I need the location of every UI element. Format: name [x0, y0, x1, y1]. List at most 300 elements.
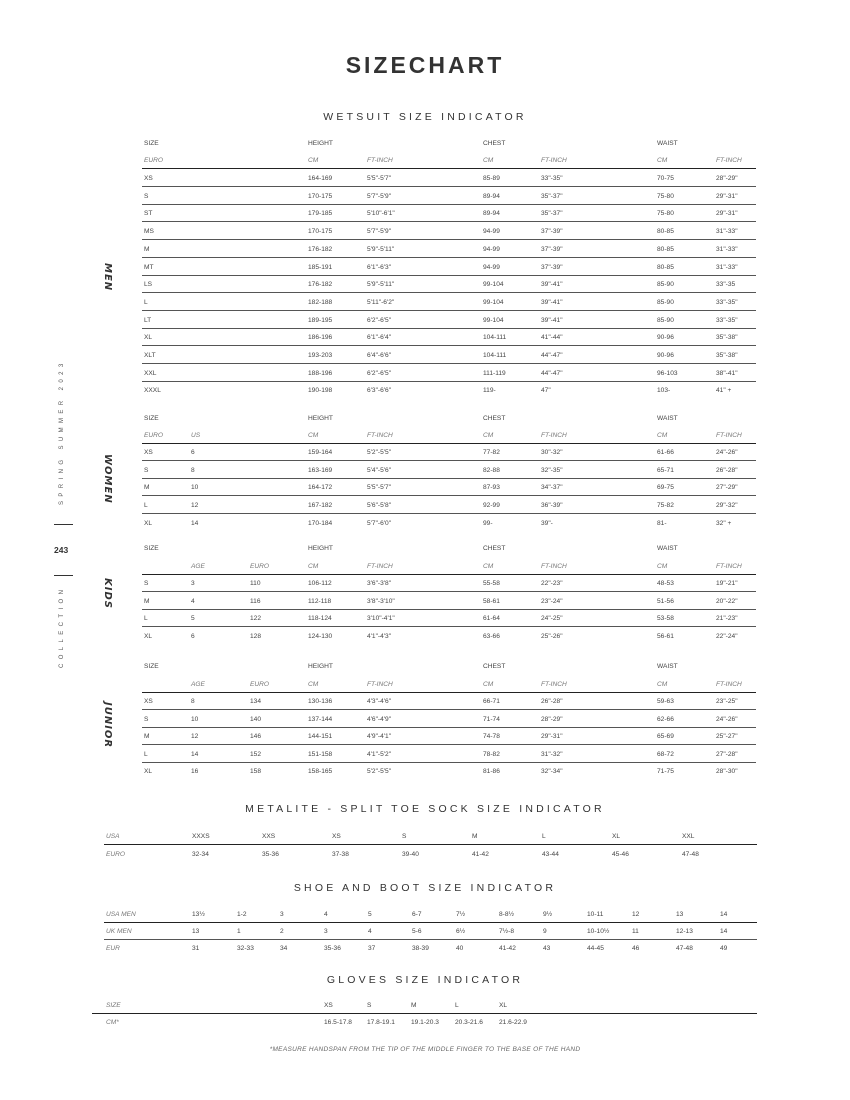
table-cell: XS — [144, 698, 153, 705]
table-cell: 6½ — [456, 928, 466, 935]
table-cell: 80-85 — [657, 263, 674, 271]
table-cell: 8-8½ — [499, 911, 515, 918]
table-cell: 77-82 — [483, 449, 500, 456]
table-cell: 19.1-20.3 — [411, 1019, 439, 1026]
table-cell: 5'5"-5'7" — [367, 484, 392, 492]
column-subheader: FT-INCH — [541, 432, 567, 439]
table-cell: 40 — [456, 945, 464, 952]
table-cell: 59-63 — [657, 698, 674, 705]
table-cell: 44"-47" — [541, 352, 563, 359]
table-cell: 10-10½ — [587, 928, 610, 935]
table-cell: L — [144, 750, 148, 758]
table-cell: 17.8-19.1 — [367, 1019, 395, 1026]
column-subheader: EURO — [250, 681, 270, 688]
table-cell: MT — [144, 263, 154, 271]
table-cell: 23"-24" — [541, 597, 563, 605]
table-cell: M — [144, 245, 150, 253]
column-header: CHEST — [483, 545, 506, 552]
table-cell: 119- — [483, 387, 496, 395]
table-cell: 37-38 — [332, 851, 349, 858]
table-cell: 6'3"-6'6" — [367, 387, 392, 395]
table-rule — [142, 363, 756, 364]
table-cell: XL — [612, 833, 621, 840]
table-cell: 24"-25" — [541, 615, 563, 623]
shoe-section-title: SHOE AND BOOT SIZE INDICATOR — [293, 882, 557, 894]
table-cell: 9 — [543, 928, 547, 935]
table-cell: 25"-27" — [716, 733, 738, 741]
table-rule — [142, 204, 756, 205]
table-cell: XL — [144, 632, 153, 640]
table-cell: 29"-31" — [716, 192, 738, 200]
table-cell: 53-58 — [657, 615, 674, 623]
table-rule — [142, 443, 756, 444]
table-cell: ST — [144, 210, 153, 218]
table-cell: 12-13 — [676, 928, 693, 935]
column-subheader: FT-INCH — [716, 157, 742, 164]
table-cell: 87-93 — [483, 484, 500, 492]
table-cell: 38-39 — [412, 945, 429, 952]
table-cell: 85-89 — [483, 175, 500, 182]
table-rule — [142, 221, 756, 222]
table-cell: 44-45 — [587, 945, 604, 952]
table-cell: 32"-35" — [541, 466, 563, 474]
column-header: SIZE — [144, 663, 159, 670]
table-cell: 30"-32" — [541, 449, 563, 456]
table-cell: 29"-31" — [716, 210, 738, 218]
table-cell: 5'2"-5'5" — [367, 449, 392, 456]
table-cell: 10 — [191, 715, 199, 723]
table-cell: 3 — [324, 928, 328, 935]
table-cell: 6-7 — [412, 911, 422, 918]
table-cell: 37 — [368, 945, 376, 952]
table-cell: 146 — [250, 733, 262, 741]
table-cell: 39"-41" — [541, 316, 563, 324]
table-rule — [142, 744, 756, 745]
table-cell: XL — [499, 1002, 508, 1009]
table-rule — [142, 609, 756, 610]
table-cell: 81- — [657, 519, 667, 527]
table-cell: 19"-21" — [716, 580, 738, 587]
table-rule — [142, 168, 756, 169]
table-cell: 23"-25" — [716, 698, 738, 705]
table-cell: 62-66 — [657, 715, 674, 723]
column-subheader: CM — [308, 157, 319, 164]
row-label: CM* — [106, 1019, 119, 1026]
sock-section-title: METALITE - SPLIT TOE SOCK SIZE INDICATOR — [245, 803, 605, 815]
table-cell: 99-104 — [483, 316, 504, 324]
table-cell: 41-42 — [472, 851, 489, 858]
table-cell: 144-151 — [308, 733, 333, 741]
table-rule — [142, 762, 756, 763]
column-subheader: FT-INCH — [367, 681, 393, 688]
table-cell: 167-182 — [308, 502, 333, 510]
table-cell: 6'2"-6'5" — [367, 369, 392, 377]
table-rule — [142, 513, 756, 514]
table-cell: 3'8"-3'10" — [367, 597, 395, 605]
table-cell: 69-75 — [657, 484, 674, 492]
table-cell: 5'11"-6'2" — [367, 298, 395, 306]
table-cell: 63-66 — [483, 632, 500, 640]
table-cell: 104-111 — [483, 352, 507, 359]
table-cell: 47-48 — [682, 851, 699, 858]
table-cell: 94-99 — [483, 245, 500, 253]
table-cell: 70-75 — [657, 175, 674, 182]
table-cell: 33"-35" — [541, 175, 563, 182]
table-cell: 29"-32" — [716, 502, 738, 510]
table-cell: XXXL — [144, 387, 161, 395]
table-cell: 65-71 — [657, 466, 674, 474]
table-rule — [142, 239, 756, 240]
table-cell: 176-182 — [308, 245, 333, 253]
divider — [54, 524, 73, 525]
table-rule — [142, 381, 756, 382]
table-cell: 4'1"-4'3" — [367, 632, 392, 640]
table-cell: 164-172 — [308, 484, 333, 492]
table-cell: 112-118 — [308, 597, 332, 605]
table-cell: 124-130 — [308, 632, 333, 640]
table-cell: 80-85 — [657, 228, 674, 236]
column-subheader: CM — [657, 157, 668, 164]
column-subheader: CM — [657, 563, 668, 570]
table-cell: XS — [144, 175, 153, 182]
table-rule — [142, 495, 756, 496]
gloves-footnote: *MEASURE HANDSPAN FROM THE TIP OF THE MIDDLE FINGER TO THE BASE OF THE HAND — [269, 1046, 581, 1053]
table-cell: S — [144, 715, 149, 723]
table-cell: 11 — [632, 928, 639, 935]
column-header: HEIGHT — [308, 663, 333, 670]
table-cell: 186-196 — [308, 334, 333, 342]
table-cell: M — [144, 733, 150, 741]
table-cell: S — [144, 466, 149, 474]
table-cell: 47-48 — [676, 945, 693, 952]
table-cell: 46 — [632, 945, 640, 952]
column-subheader: CM — [308, 563, 319, 570]
table-cell: 7½ — [456, 911, 466, 918]
table-cell: 85-90 — [657, 298, 674, 306]
table-cell: 9½ — [543, 911, 553, 918]
table-cell: 78-82 — [483, 750, 500, 758]
column-subheader: CM — [308, 432, 319, 439]
table-cell: 31"-32" — [541, 750, 563, 758]
table-cell: S — [402, 833, 407, 840]
table-cell: 71-75 — [657, 768, 674, 776]
table-cell: 35"-37" — [541, 210, 563, 218]
table-rule — [142, 292, 756, 293]
table-cell: 37"-39" — [541, 228, 563, 236]
table-cell: 35"-37" — [541, 192, 563, 200]
table-cell: M — [144, 484, 150, 492]
column-subheader: AGE — [191, 563, 205, 570]
table-cell: 4'9"-4'1" — [367, 733, 392, 741]
table-cell: 110 — [250, 580, 261, 587]
table-cell: 5'7"-5'9" — [367, 228, 392, 236]
table-cell: 31"-33" — [716, 228, 738, 236]
row-label: UK MEN — [106, 928, 132, 935]
group-label: KIDS — [102, 578, 113, 609]
table-cell: 22"-23" — [541, 580, 563, 587]
table-cell: S — [367, 1002, 372, 1009]
table-rule — [142, 574, 756, 575]
table-cell: 68-72 — [657, 750, 674, 758]
table-cell: 5-6 — [412, 928, 422, 935]
table-cell: 41" + — [716, 387, 732, 395]
table-cell: 118-124 — [308, 615, 332, 623]
table-cell: 66-71 — [483, 698, 500, 705]
table-cell: 6'1"-6'3" — [367, 263, 392, 271]
column-subheader: EURO — [144, 157, 164, 164]
table-cell: 26"-28" — [716, 466, 738, 474]
table-cell: 26"-28" — [541, 698, 563, 705]
column-header: SIZE — [144, 415, 159, 422]
column-header: CHEST — [483, 663, 506, 670]
table-cell: 31 — [192, 945, 200, 952]
table-cell: S — [144, 192, 149, 200]
table-cell: 14 — [191, 750, 199, 758]
table-cell: 189-195 — [308, 316, 333, 324]
column-header: WAIST — [657, 663, 678, 670]
table-rule — [142, 692, 756, 693]
table-cell: XS — [324, 1002, 333, 1009]
table-cell: 5'9"-5'11" — [367, 245, 395, 253]
table-cell: 34 — [280, 945, 288, 952]
table-cell: 36"-39" — [541, 502, 563, 510]
table-rule — [104, 939, 757, 940]
table-cell: 96-103 — [657, 369, 678, 377]
table-cell: 151-158 — [308, 750, 333, 758]
column-subheader: EURO — [250, 563, 270, 570]
table-cell: XS — [332, 833, 341, 840]
table-cell: XL — [144, 768, 153, 776]
table-cell: 39"- — [541, 519, 553, 527]
table-cell: 14 — [720, 911, 728, 918]
table-cell: 21.6-22.9 — [499, 1019, 527, 1026]
table-cell: 8 — [191, 698, 195, 705]
table-cell: M — [144, 597, 150, 605]
table-cell: XS — [144, 449, 153, 456]
table-cell: 41"-44" — [541, 334, 563, 342]
table-cell: 27"-29" — [716, 484, 738, 492]
table-cell: 13 — [676, 911, 684, 918]
table-cell: 90-96 — [657, 334, 674, 342]
table-cell: 158-165 — [308, 768, 333, 776]
table-rule — [104, 922, 757, 923]
table-cell: 106-112 — [308, 580, 332, 587]
table-cell: L — [144, 615, 148, 623]
table-cell: 48-53 — [657, 580, 674, 587]
table-cell: 45-46 — [612, 851, 629, 858]
table-cell: S — [144, 580, 149, 587]
table-cell: 170-175 — [308, 192, 333, 200]
table-cell: 80-85 — [657, 245, 674, 253]
table-cell: 12 — [632, 911, 640, 918]
table-cell: 6 — [191, 449, 195, 456]
table-cell: XXL — [144, 369, 157, 377]
table-cell: 43 — [543, 945, 551, 952]
table-cell: 75-80 — [657, 210, 674, 218]
column-subheader: FT-INCH — [541, 157, 567, 164]
table-cell: 34"-37" — [541, 484, 563, 492]
table-cell: 35-36 — [324, 945, 341, 952]
table-cell: 21"-23" — [716, 615, 738, 623]
table-cell: 1-2 — [237, 911, 247, 918]
column-subheader: EURO — [144, 432, 164, 439]
table-cell: 12 — [191, 502, 199, 510]
table-cell: 190-198 — [308, 387, 333, 395]
table-cell: 182-188 — [308, 298, 333, 306]
table-cell: M — [411, 1002, 417, 1009]
column-subheader: CM — [483, 432, 494, 439]
table-cell: 170-184 — [308, 519, 333, 527]
column-header: SIZE — [144, 545, 159, 552]
column-subheader: FT-INCH — [367, 563, 393, 570]
divider — [54, 575, 73, 576]
table-cell: 134 — [250, 698, 262, 705]
column-subheader: CM — [657, 681, 668, 688]
season-label: SPRING SUMMER 2023 — [59, 359, 65, 505]
table-cell: 37"-39" — [541, 245, 563, 253]
table-cell: 14 — [720, 928, 728, 935]
row-label: SIZE — [106, 1002, 121, 1009]
table-cell: 35"-38" — [716, 352, 738, 359]
table-cell: 32-33 — [237, 945, 254, 952]
page-title: SIZECHART — [345, 52, 505, 78]
table-cell: 8 — [191, 466, 195, 474]
group-label: JUNIOR — [102, 702, 113, 749]
table-rule — [142, 460, 756, 461]
table-cell: 6'2"-6'5" — [367, 316, 392, 324]
table-cell: 32"-34" — [541, 768, 563, 776]
table-cell: 31"-33" — [716, 245, 738, 253]
table-cell: 4 — [368, 928, 372, 935]
group-label: MEN — [102, 263, 113, 292]
table-cell: 39"-41" — [541, 298, 563, 306]
table-cell: 152 — [250, 750, 262, 758]
table-cell: 7½-8 — [499, 928, 515, 935]
table-cell: L — [144, 298, 148, 306]
column-subheader: FT-INCH — [541, 563, 567, 570]
table-cell: 3'10"-4'1" — [367, 615, 395, 623]
table-cell: LS — [144, 281, 153, 289]
table-cell: 5'7"-5'9" — [367, 192, 392, 200]
table-rule — [92, 1013, 757, 1014]
table-rule — [142, 257, 756, 258]
table-cell: 10-11 — [587, 911, 604, 918]
table-cell: XXL — [682, 833, 695, 840]
table-cell: 47" — [541, 387, 551, 395]
table-cell: 10 — [191, 484, 199, 492]
table-cell: 92-99 — [483, 502, 500, 510]
table-cell: 61-66 — [657, 449, 674, 456]
table-cell: XXXS — [192, 833, 210, 840]
table-cell: 24"-26" — [716, 449, 738, 456]
column-subheader: FT-INCH — [367, 432, 393, 439]
table-cell: 158 — [250, 768, 262, 776]
table-cell: 12 — [191, 733, 199, 741]
column-header: HEIGHT — [308, 415, 333, 422]
column-header: WAIST — [657, 415, 678, 422]
column-header: HEIGHT — [308, 140, 333, 147]
table-cell: 20"-22" — [716, 597, 738, 605]
wetsuit-section-title: WETSUIT SIZE INDICATOR — [323, 111, 527, 123]
table-cell: 22"-24" — [716, 632, 738, 640]
table-cell: 122 — [250, 615, 262, 623]
table-cell: 14 — [191, 519, 199, 527]
table-cell: 89-94 — [483, 192, 500, 200]
table-cell: 85-90 — [657, 316, 674, 324]
table-cell: 49 — [720, 945, 728, 952]
table-cell: 94-99 — [483, 228, 500, 236]
gloves-section-title: GLOVES SIZE INDICATOR — [326, 974, 524, 986]
table-cell: 99-104 — [483, 281, 504, 289]
table-rule — [142, 709, 756, 710]
table-cell: 38"-41" — [716, 369, 738, 377]
table-cell: 116 — [250, 597, 261, 605]
group-label: WOMEN — [102, 454, 113, 504]
table-cell: 4'1"-5'2" — [367, 750, 392, 758]
table-cell: 6 — [191, 632, 195, 640]
table-rule — [142, 186, 756, 187]
table-cell: 163-169 — [308, 466, 333, 474]
table-cell: XLT — [144, 352, 156, 359]
column-subheader: US — [191, 432, 201, 439]
row-label: EUR — [106, 945, 120, 952]
table-cell: 13 — [192, 928, 200, 935]
table-cell: 61-64 — [483, 615, 500, 623]
table-cell: 44"-47" — [541, 369, 563, 377]
column-header: SIZE — [144, 140, 159, 147]
column-subheader: FT-INCH — [367, 157, 393, 164]
table-cell: 43-44 — [542, 851, 559, 858]
table-cell: 35-36 — [262, 851, 279, 858]
table-cell: 24"-26" — [716, 715, 738, 723]
row-label: USA — [106, 833, 120, 840]
table-cell: 31"-33" — [716, 263, 738, 271]
table-cell: 13½ — [192, 911, 205, 918]
column-subheader: CM — [483, 681, 494, 688]
table-cell: 5'2"-5'5" — [367, 768, 392, 776]
table-rule — [142, 310, 756, 311]
table-cell: 103- — [657, 387, 671, 395]
table-cell: 1 — [237, 928, 241, 935]
table-cell: 6'4"-6'6" — [367, 352, 392, 359]
table-cell: 5'7"-6'0" — [367, 519, 392, 527]
table-cell: 4'3"-4'6" — [367, 698, 392, 705]
row-label: EURO — [106, 851, 126, 858]
table-cell: XL — [144, 334, 153, 342]
table-cell: 51-56 — [657, 597, 674, 605]
table-cell: 94-99 — [483, 263, 500, 271]
table-cell: 85-90 — [657, 281, 674, 289]
table-cell: 82-88 — [483, 466, 500, 474]
column-subheader: FT-INCH — [716, 681, 742, 688]
table-cell: 5 — [191, 615, 195, 623]
table-cell: 4'6"-4'9" — [367, 715, 392, 723]
table-cell: L — [542, 833, 546, 840]
column-header: HEIGHT — [308, 545, 333, 552]
table-cell: 90-96 — [657, 352, 674, 359]
table-cell: 3 — [191, 580, 195, 587]
table-cell: 5'5"-5'7" — [367, 175, 392, 182]
column-header: CHEST — [483, 140, 506, 147]
table-cell: 140 — [250, 715, 262, 723]
table-cell: 20.3-21.6 — [455, 1019, 483, 1026]
table-cell: 170-175 — [308, 228, 333, 236]
column-subheader: CM — [308, 681, 319, 688]
table-cell: 179-185 — [308, 210, 333, 218]
table-rule — [142, 345, 756, 346]
table-cell: 28"-29" — [541, 715, 563, 723]
table-cell: M — [472, 833, 478, 840]
